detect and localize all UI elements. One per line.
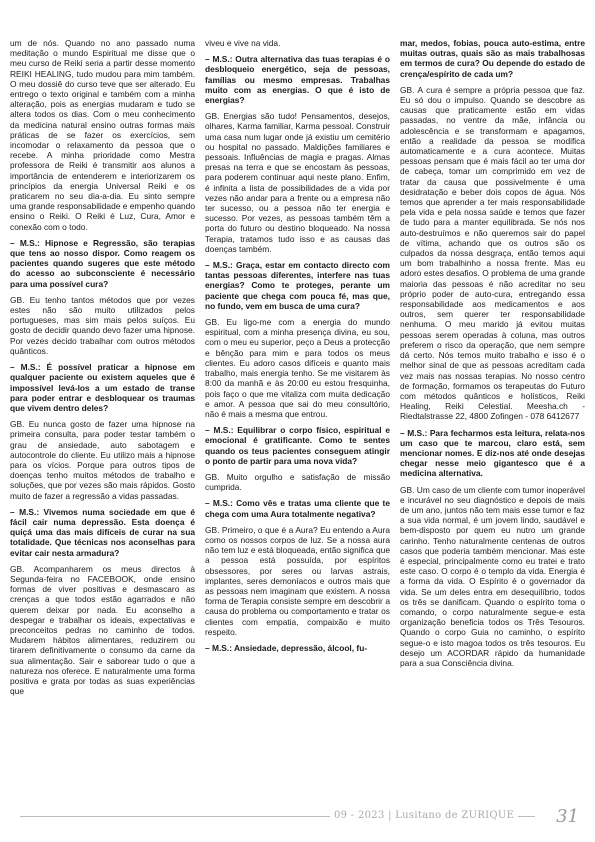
interview-question: – M.S.: Como vês e tratas uma cliente que te chega com uma Aura totalmente negativa? (205, 498, 390, 519)
interview-answer: GB. Acompanharem os meus directos à Segunda-feira no FACEBOOK, onde ensino formas de viver positivas e desmascaro as crenças a que todos estão agarrados e não querem deixar por nada. Eu aconselho a despegar e trabalhar os ideais, expectativas e preconceitos pedras no caminho de todos. Mudarem hábitos alimentares, reduzirem ou tirarem definitivamente o consumo da carne da sua alimentação. Sair e saborear tudo o que a natureza nos oferece. E naturalmente uma forma positiva e grata por todas as suas experiências que (10, 563, 195, 697)
interview-answer: GB. A cura é sempre a própria pessoa que faz. Eu só dou o impulso. Quando se descobre as causas que praticamente estão em vidas passadas, no ventre da mãe, infância ou adolescência e se transformam e apagamos, então a realidade da pessoa se modifica automaticamente e a cura acontece. Muitas pessoas pensam que é mais fácil ao ter uma dor de cabeça, tomar um comprimido em vez de tratar da causa que possivelmente é uma desidratação e beber dois copos de água. Nós temos que aprender a ter mais responsabilidade pela vida e pela nossa saúde e temos que fazer de tudo para a manter equilibrada. Se nós nos auto-destruímos e não queremos sair do papel de vítima, achando que os outros são os culpados da nossa desgraça, então temos aqui um bom trabalhinho a nossa frente. Mas eu adoro estes desafios. O problema de uma grande maioria das pessoas é não acreditar no seu próprio poder de auto-cura, entregando essa responsabilidade aos medicamentos e aos outros, sem querer ter responsabilidade nenhuma. O meu marido já evitou muitas pessoas serem operadas à coluna, mas outros preferem o risco da operação, que nem sempre dá certo. Nós temos muito trabalho e isso é o melhor sinal de que as pessoas acreditam cada vez mais nas nossas terapias. No nosso centro de formação, formamos os terapeutas do Futuro com métodos quânticos e holísticos, Reiki Healing, Reiki Celestial. Meesha.ch - Riedtalstrasse 22, 4800 Zofingen - 078 6412677 (400, 84, 585, 422)
interview-question: – M.S.: É possível praticar a hipnose em qualquer paciente ou existem aqueles que é impossível levá-los a um estado de transe para poder entrar e desbloquear os traumas que vivem dentro deles? (10, 362, 195, 413)
interview-question: – M.S.: Ansiedade, depressão, álcool, fu- (205, 642, 368, 653)
interview-question: – M.S.: Equilibrar o corpo físico, espiritual e emocional é gratificante. Como te sentes quando os teus pacientes conseguem atingir o ponto de partir para uma nova vida? (205, 425, 390, 466)
column-3 (400, 38, 585, 808)
interview-question: – M.S.: Hipnose e Regressão, são terapias que tens ao nosso dispor. Como reagem os pacientes quando sugeres que este método do acesso ao subconsciente é necessário para uma possível cura? (10, 237, 195, 289)
column-2 (205, 38, 390, 808)
interview-question: – M.S.: Para fecharmos esta leitura, relata-nos um caso que te marcou, claro está, sem mencionar nomes. E diz-nos até onde desejas chegar nesse meio gigantesco que é a medicina alternativa. (400, 427, 585, 479)
interview-answer: viveu e vive na vida. (205, 38, 281, 48)
interview-question: – M.S.: Vivemos numa sociedade em que é fácil cair numa depressão. Esta doença é quiçá uma das mais difíceis de curar na sua totalidade. Que técnicas nos aconselhas para evitar cair nesta armadura? (10, 506, 195, 558)
interview-answer: GB. Eu ligo-me com a energia do mundo espiritual, com a minha presença divina, eu sou, com o meu eu superior, peço a Deus a protecção e bênção para mim e para todos os meus clientes. Eu adoro casos difíceis e quanto mais trabalho, mais energia tenho. Se me visitarem às 8:00 da manhã e às 20:00 eu estou fresquinha, pois faço o que me vitaliza com muita dedicação e amor. A pessoa que sai do meu consultório, não é mais a mesma que entrou. (205, 317, 390, 419)
interview-answer: GB. Primeiro, o que é a Aura? Eu entendo a Aura como os nossos corpos de luz. Se a nossa aura não tem luz e está bloqueada, então significa que a pessoa está possuída, por espíritos obsessores, por seres ou larvas astrais, implantes, seres demoníacos e outros mais que as pessoas nem imaginam que existem. A nossa forma de Terapia consiste sempre em descobrir a causa do problema ou comportamento e tratar os clientes com empatia, compaixão e muito respeito. (205, 524, 390, 637)
interview-question: mar, medos, fobias, pouca auto-estima, entre muitas outras, quais são as mais trabalhosas em termos de cura? Ou depende do estado de crença/espírito de cada um? (400, 38, 585, 79)
interview-question: – M.S.: Outra alternativa das tuas terapias é o desbloqueio energético, seja de pessoas, famílias ou mesmo empresas. Trabalhas muito com as energias. O que é isto de energias? (205, 54, 390, 106)
interview-answer: GB. Eu tenho tantos métodos que por vezes estes não são muito utilizados pelos portugueses, mas sim mais pelos suíços. Eu gosto de decidir quando devo fazer uma hipnose. Por vezes decido trabalhar com outros métodos quânticos. (10, 294, 195, 356)
interview-answer: GB. Energias são tudo! Pensamentos, desejos, olhares, Karma familiar, Karma pessoal. Construir uma casa num lugar onde já existiu um cemitério ou hospital no passado. Maldições familiares e pessoais. Influências de magia e pragas. Almas presas na terra e que se encostam às pessoas, para poderem continuar aqui neste plano. Enfim, é infinita a lista de possibilidades de a vida por vezes não andar para a frente ou a empresa não ter sucesso, ou a pessoa não ter energia e sucesso. Por vezes, as pessoas também têm a porta do futuro ou destino bloqueado. Na nossa Terapia, tratamos tudo isso e as causas das doenças também. (205, 111, 390, 254)
column-1 (10, 38, 195, 808)
interview-answer: um de nós. Quando no ano passado numa meditação o mundo Espiritual me disse que o meu curso de Reiki seria a partir desse momento REIKI HEALING, tudo mudou para mim também. O meu dossiê do curso teve que ser alterado. Eu entrego o texto original e também com a minha alteração, pois as energias mudaram e tudo se altera todos os dias. Com o meu conhecimento da medicina natural ensino outras formas mais práticas de se fazer os exercícios, sem incomodar o relaxamento da pessoa que o recebe. A minha prioridade como Mestra professora de Reiki é transmitir aos alunos a importância de entenderem e interiorizarem os princípios da energia Universal Reiki e os praticarem no seu dia-a-dia. Eu sinto sempre uma grande responsabilidade e empenho quando ensino o Reiki. O Reiki é Luz, Cura, Amor e conexão com o todo. (10, 38, 195, 232)
page-footer (0, 808, 595, 842)
interview-answer: GB. Muito orgulho e satisfação de missão cumprida. (205, 471, 390, 493)
interview-answer: GB. Eu nunca gosto de fazer uma hipnose na primeira consulta, para poder testar também o grau de ansiedade, auto sabotagem e autocontrole do cliente. Eu utilizo mais a hipnose para os vícios. Porque para outros tipos de doenças tenho muitos métodos de trabalho e soluções, que por vezes são mais rápidos. Gosto muito de fazer a regressão a vidas passadas. (10, 419, 195, 501)
issue-label: 09 - 2023 | Lusitano de ZURIQUE (330, 810, 518, 821)
article-body (10, 38, 586, 808)
page-number: 31 (556, 806, 579, 827)
interview-answer: GB. Um caso de um cliente com tumor inoperável e incurável no seu diagnóstico e depois de mais de um ano, juntos não tem mais esse tumor e faz a sua vida normal, é um jovem lindo, saudável e bem-disposto por quem eu nutro um grande carinho. Tenho naturalmente centenas de outros casos que poderia também mencionar. Mas este é especial, principalmente como eu tratei e trato este caso. O corpo é o templo da vida. Energia é a forma da vida. O Espírito é o governador da vida. Se um deles entra em desequilíbrio, todos os três se danificam. Quando o espírito toma o comando, o corpo naturalmente segue-e esta organização beneficia todos os Três Tesouros. Quando o corpo Guia no caminho, o espírito segue-o e isto magoa todos os três tesouros. Eu desejo um ACORDAR rápido da humanidade para a sua Consciência divina. (400, 484, 585, 668)
interview-question: – M.S.: Graça, estar em contacto directo com tantas pessoas diferentes, interfere nas tuas energias? Como te proteges, perante um paciente que chega com pouca fé, mas que, no fundo, vem em busca de uma cura? (205, 260, 390, 311)
